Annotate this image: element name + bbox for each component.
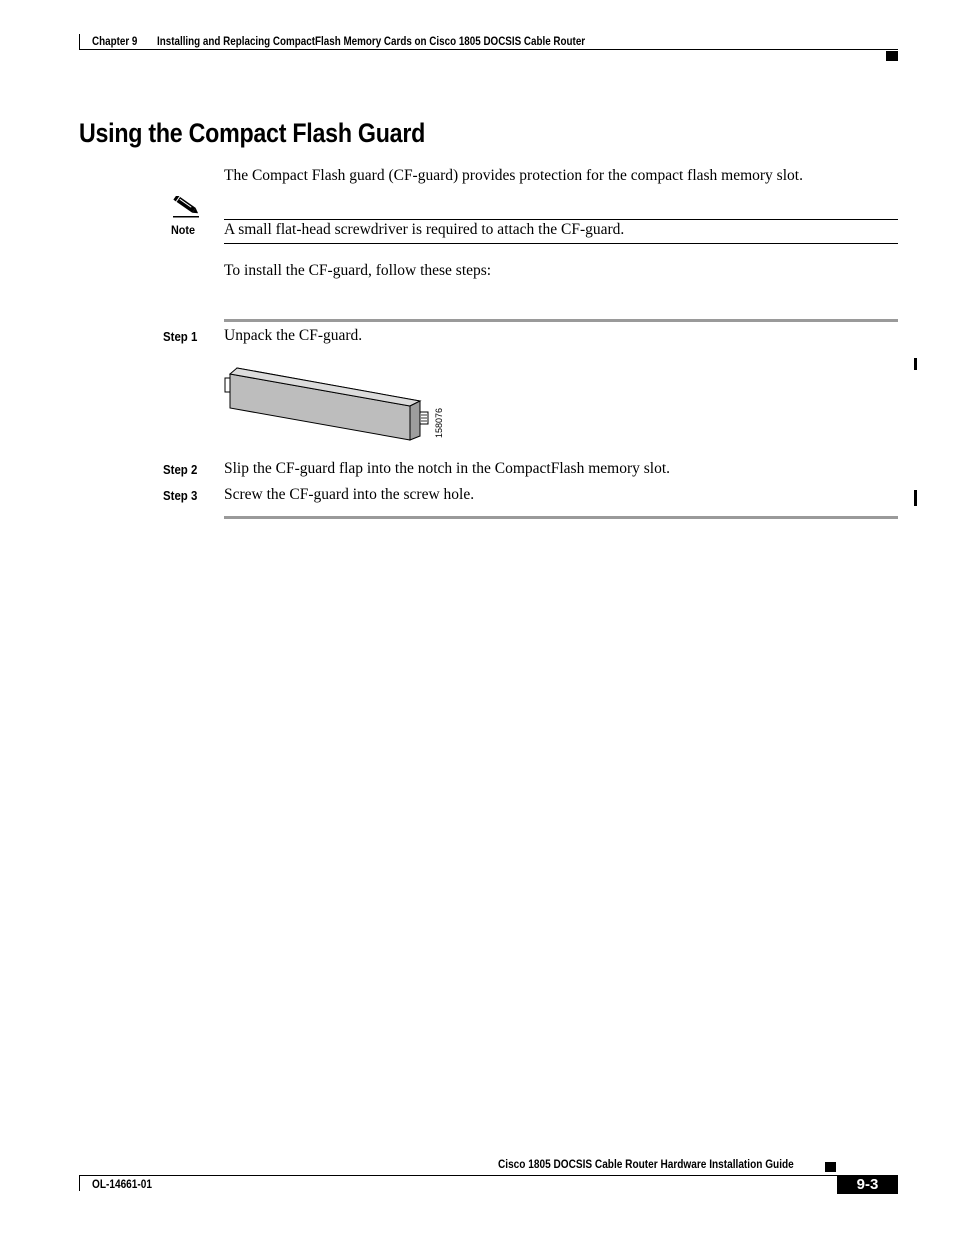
- footer-guide-title: Cisco 1805 DOCSIS Cable Router Hardware Installation Guide: [498, 1157, 794, 1171]
- note-bottom-rule: [224, 243, 898, 244]
- change-bar: [914, 358, 917, 370]
- step-3-label: Step 3: [163, 488, 198, 503]
- steps-top-rule: [224, 319, 898, 322]
- footer-corner-block: [825, 1162, 836, 1172]
- header-chapter-title: Installing and Replacing CompactFlash Memory Cards on Cisco 1805 DOCSIS Cable Router: [157, 34, 586, 48]
- step-1-text: Unpack the CF-guard.: [224, 327, 363, 344]
- cf-guard-illustration: [224, 366, 446, 442]
- note-label: Note: [171, 223, 196, 237]
- footer-doc-number: OL-14661-01: [92, 1177, 152, 1191]
- step-1-label: Step 1: [163, 329, 198, 344]
- section-heading: Using the Compact Flash Guard: [79, 118, 426, 148]
- intro-paragraph: The Compact Flash guard (CF-guard) provides protection for the compact flash memory slot.: [224, 167, 803, 184]
- step-3-text: Screw the CF-guard into the screw hole.: [224, 486, 475, 503]
- steps-intro: To install the CF-guard, follow these steps:: [224, 262, 492, 279]
- header-chapter: Chapter 9: [92, 34, 138, 48]
- pencil-note-icon: [171, 196, 201, 218]
- footer-rule: [79, 1175, 837, 1176]
- change-bar: [914, 490, 917, 506]
- header-vertical-rule: [79, 34, 80, 50]
- footer-vertical-rule: [79, 1175, 80, 1191]
- step-2-label: Step 2: [163, 462, 198, 477]
- step-2-text: Slip the CF-guard flap into the notch in the CompactFlash memory slot.: [224, 460, 671, 477]
- page-number: 9-3: [856, 1176, 879, 1193]
- header-rule: [79, 49, 898, 50]
- header-corner-block: [886, 51, 898, 61]
- note-top-rule: [224, 219, 898, 220]
- figure-id-label: 158076: [434, 407, 444, 438]
- note-text: A small flat-head screwdriver is required to attach the CF-guard.: [224, 221, 625, 238]
- steps-bottom-rule: [224, 516, 898, 519]
